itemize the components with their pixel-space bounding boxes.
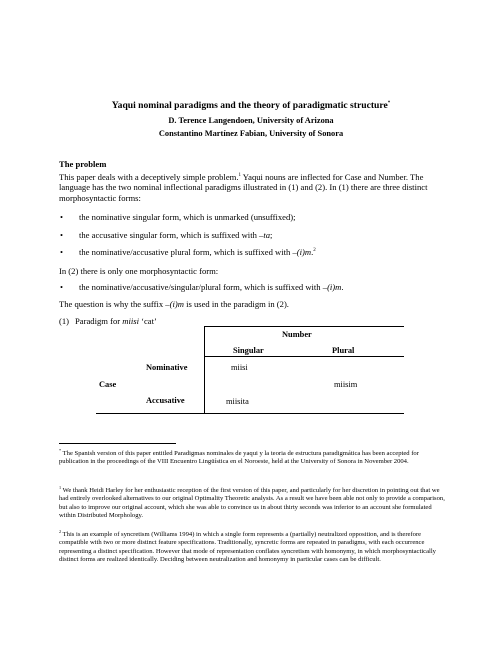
paradigm-table	[96, 326, 404, 413]
paragraph-2: In (2) there is only one morphosyntactic form:	[59, 266, 219, 276]
footnote-text: The Spanish version of this paper entitled Paradigmas nominales de yaqui y la teoria de estructura paradigmática has been accepted for publication in the proceedings of the VIII Encuentro Lingüística en el Noroeste, held at the University of Sonora in November 2004.	[59, 450, 419, 466]
table-rule-top	[204, 326, 404, 327]
footnote-text: This is an example of syncretism (Williams 1994) in which a single form represents a (partially) neutralized opposition, and is therefore compatible with two or more distinct feature specifications. Traditionally, syncretic forms are repeated in paradigms, with each occurrence representing a distinct specification. However that mode of representation conflates syncretism with homonymy, in which morphosyntactically distinct forms are realized identically. Deciding between neutralization and homonymy in particular cases can be difficult.	[59, 531, 436, 564]
question-paragraph	[59, 299, 447, 309]
list-item-text	[79, 212, 447, 222]
list-item-text	[79, 230, 447, 240]
cell-accusative-singular: miisita	[226, 397, 249, 406]
footnote-text: We thank Heidi Harley for her enthusiastic reception of the first version of this paper, and particularly for her discretion in pointing out that we had entirely overlooked alternatives to our original Optimality Theoretic analysis. As a result we have been able not only to provide a comparison, but also to improve our original account, which she was able to convince us in about thirty seconds was inferior to an account she formulated within Distributed Morphology.	[59, 487, 445, 520]
intro-text-b: Yaqui nouns are inflected for Case and Number. The language has the two nominal inflectional paradigms illustrated in (1) and (2). In (1) there are three distinct morphosyntactic forms:	[59, 172, 428, 203]
bullet-icon: •	[60, 230, 64, 240]
suffix-form: (i)m	[169, 299, 184, 309]
footnote-separator	[59, 443, 176, 444]
list-item-body: the nominative/accusative plural form, which is suffixed with –	[79, 247, 297, 257]
paper-title	[0, 100, 502, 111]
footnote	[59, 528, 447, 565]
cell-nominative-singular: miisi	[231, 363, 248, 372]
example-number: (1)	[59, 316, 70, 326]
author-line-1: D. Terence Langendoen, University of Arizona	[168, 116, 334, 125]
question-text-a: The question is why the suffix –	[59, 299, 170, 309]
example-label	[75, 316, 157, 326]
author-line-2: Constantino Martínez Fabian, University of Sonora	[158, 129, 344, 138]
singular-header: Singular	[233, 346, 264, 355]
footnote-ref-1[interactable]: 1	[238, 173, 241, 179]
suffix-form: (i)m	[296, 247, 312, 257]
suffix-form: (i)m	[327, 282, 342, 292]
number-header: Number	[282, 330, 312, 339]
list-item-text	[79, 247, 447, 257]
question-text-b: is used in the paradigm in (2).	[183, 299, 289, 309]
footnote	[59, 484, 447, 521]
suffix-form: ta	[263, 230, 271, 240]
title-footnote-marker[interactable]: *	[387, 100, 391, 106]
bullet-icon: •	[60, 247, 64, 257]
list-item-body: the nominative/accusative/singular/plural form, which is suffixed with –	[79, 282, 328, 292]
footnote-marker: 1	[59, 484, 62, 490]
table-rule-header	[204, 356, 404, 357]
list-item-body: the nominative singular form, which is unmarked (unsuffixed);	[79, 212, 296, 222]
table-divider-vertical	[204, 326, 205, 413]
row-label-nominative: Nominative	[146, 363, 188, 372]
footnote-ref-2[interactable]: 2	[313, 248, 316, 254]
bullet-icon: •	[60, 282, 64, 292]
example-label-prefix: Paradigm for	[75, 316, 123, 326]
example-word: miisi	[122, 316, 139, 326]
footnote	[59, 447, 447, 467]
row-label-accusative: Accusative	[146, 396, 185, 405]
example-gloss: ‘cat’	[138, 316, 157, 326]
row-label-case: Case	[99, 380, 117, 389]
intro-paragraph	[59, 172, 447, 203]
list-item-text	[79, 282, 447, 292]
footnote-marker: 2	[59, 528, 62, 534]
list-item-end: .	[341, 282, 344, 292]
plural-header: Plural	[332, 346, 355, 355]
list-item-end: .	[311, 247, 314, 257]
list-item-body: the accusative singular form, which is suffixed with –	[79, 230, 264, 240]
bullet-icon: •	[60, 212, 64, 222]
footnote-marker: *	[59, 447, 62, 453]
title-text: Yaqui nominal paradigms and the theory of paradigmatic structure	[111, 100, 388, 111]
section-heading: The problem	[59, 159, 107, 169]
list-item-end: ;	[270, 230, 273, 240]
intro-text-a: This paper deals with a deceptively simple problem.	[59, 172, 239, 182]
table-rule-bottom	[96, 413, 404, 414]
cell-plural: miisim	[334, 380, 358, 389]
